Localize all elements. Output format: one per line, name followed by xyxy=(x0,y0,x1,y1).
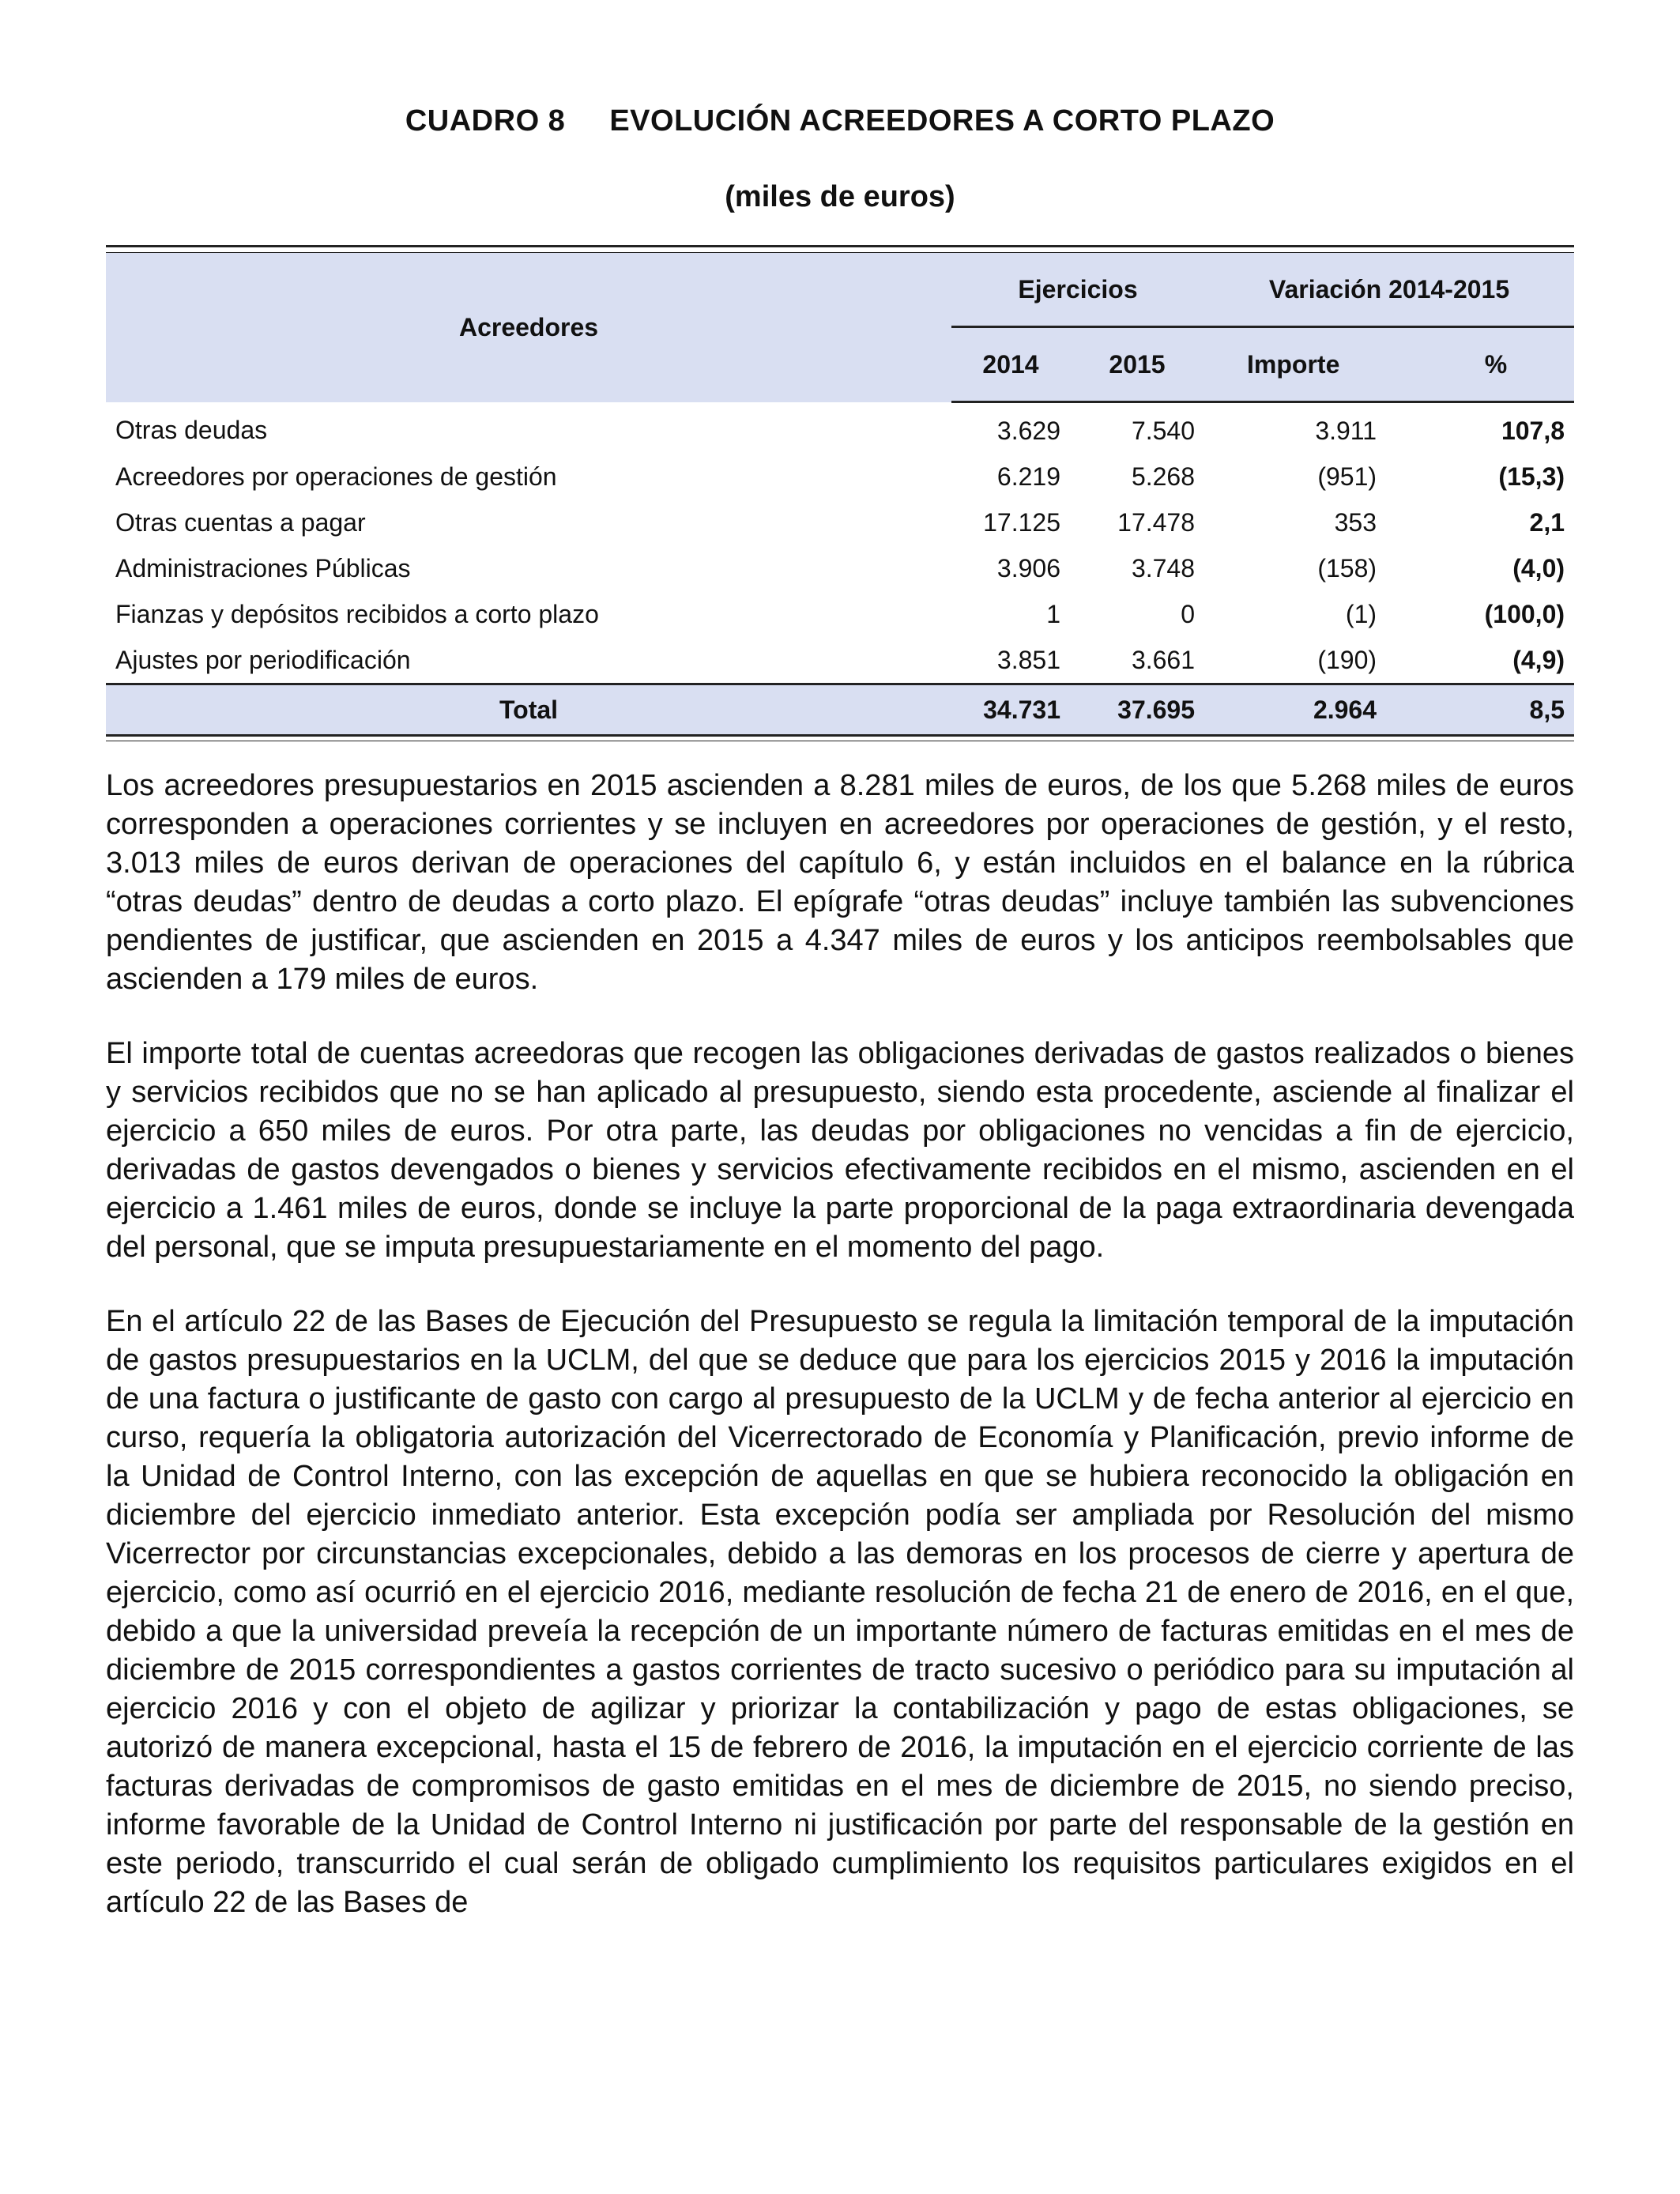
header-variacion: Variación 2014-2015 xyxy=(1204,253,1574,327)
row-name: Otras cuentas a pagar xyxy=(115,507,366,537)
total-row xyxy=(106,684,1574,735)
row-2014: 3.629 xyxy=(996,416,1060,445)
total-pct: 8,5 xyxy=(1386,684,1574,735)
header-pct: % xyxy=(1386,327,1574,402)
row-name: Acreedores por operaciones de gestión xyxy=(115,462,557,491)
total-label: Total xyxy=(106,684,951,735)
row-pct: 2,1 xyxy=(1529,507,1565,537)
header-ejercicios: Ejercicios xyxy=(951,253,1204,327)
header-2014: 2014 xyxy=(951,327,1070,402)
row-2014: 3.906 xyxy=(996,553,1060,582)
row-2015: 0 xyxy=(1181,599,1196,628)
table-row xyxy=(106,402,1574,454)
row-importe: 3.911 xyxy=(1315,416,1377,445)
row-2014: 1 xyxy=(1046,599,1060,628)
table-row xyxy=(106,499,1574,545)
table-bottom-rule xyxy=(106,734,1574,741)
table-row xyxy=(106,591,1574,637)
row-2014: 6.219 xyxy=(996,462,1060,491)
row-importe: (190) xyxy=(1317,645,1377,674)
creditors-table xyxy=(106,245,1574,741)
row-2015: 17.478 xyxy=(1117,507,1196,537)
total-importe: 2.964 xyxy=(1204,684,1386,735)
table-title: EVOLUCIÓN ACREEDORES A CORTO PLAZO xyxy=(609,104,1275,138)
table-subtitle: (miles de euros) xyxy=(725,180,955,213)
table-row xyxy=(106,545,1574,591)
row-2015: 7.540 xyxy=(1131,416,1196,445)
paragraph: Los acreedores presupuestarios en 2015 ascienden a 8.281 miles de euros, de los que 5.268 miles de euros corresponden a operaciones corrientes y se incluyen en acreedores por operaciones de gestión, y el resto, 3.013 miles de euros derivan de operaciones del capítulo 6, y están incluidos en el balance en la rúbrica “otras deudas” dentro de deudas a corto plazo. El epígrafe “otras deudas” incluye también las subvenciones pendientes de justificar, que ascienden en 2015 a 4.347 miles de euros y los anticipos reembolsables que ascienden a 179 miles de euros. xyxy=(106,769,1574,996)
table-row xyxy=(106,637,1574,684)
row-2015: 3.661 xyxy=(1131,645,1196,674)
row-pct: (15,3) xyxy=(1498,462,1565,491)
row-pct: (100,0) xyxy=(1484,599,1565,628)
row-name: Otras deudas xyxy=(115,415,268,444)
row-importe: 353 xyxy=(1334,507,1377,537)
row-2014: 17.125 xyxy=(983,507,1060,537)
row-name: Administraciones Públicas xyxy=(115,553,411,582)
row-pct: (4,9) xyxy=(1512,645,1565,674)
row-pct: 107,8 xyxy=(1501,416,1565,445)
body-text xyxy=(106,767,1574,1958)
total-2015: 37.695 xyxy=(1070,684,1204,735)
row-2015: 3.748 xyxy=(1131,553,1196,582)
table-row xyxy=(106,454,1574,499)
paragraph: En el artículo 22 de las Bases de Ejecución del Presupuesto se regula la limitación temporal de la imputación de gastos presupuestarios en la UCLM, del que se deduce que para los ejercicios 2015 y 2016 la imputación de una factura o justificante de gasto con cargo al presupuesto de la UCLM y de fecha anterior al ejercicio en curso, requería la obligatoria autorización del Vicerrectorado de Economía y Planificación, previo informe de la Unidad de Control Interno, con las excepción de aquellas en que se hubiera reconocido la obligación en diciembre del ejercicio inmediato anterior. Esta excepción podía ser ampliada por Resolución del mismo Vicerrector por circunstancias excepcionales, debido a las demoras en los procesos de cierre y apertura de ejercicio, como así ocurrió en el ejercicio 2016, mediante resolución de fecha 21 de enero de 2016, en el que, debido a que la universidad preveía la recepción de un importante número de facturas emitidas en el mes de diciembre de 2015 correspondientes a gastos corrientes de tracto sucesivo o periódico para su imputación al ejercicio 2016 y con el objeto de agilizar y priorizar la contabilización y pago de estas obligaciones, se autorizó de manera excepcional, hasta el 15 de febrero de 2016, la imputación en el ejercicio corriente de las facturas derivadas de compromisos de gasto emitidas en el mes de diciembre de 2015, no siendo preciso, informe favorable de la Unidad de Control Interno ni justificación por parte del responsable de la gestión en este periodo, transcurrido el cual serán de obligado cumplimiento los requisitos particulares exigidos en el artículo 22 de las Bases de xyxy=(106,1305,1574,1919)
row-name: Ajustes por periodificación xyxy=(115,645,411,674)
page-title xyxy=(0,104,1680,138)
header-2015: 2015 xyxy=(1070,327,1204,402)
header-importe: Importe xyxy=(1204,327,1386,402)
row-importe: (951) xyxy=(1317,462,1377,491)
table-top-rule xyxy=(106,245,1574,253)
row-2014: 3.851 xyxy=(996,645,1060,674)
total-2014: 34.731 xyxy=(951,684,1070,735)
row-importe: (158) xyxy=(1317,553,1377,582)
row-pct: (4,0) xyxy=(1512,553,1565,582)
header-acreedores: Acreedores xyxy=(106,253,951,402)
row-2015: 5.268 xyxy=(1131,462,1196,491)
row-importe: (1) xyxy=(1345,599,1377,628)
row-name: Fianzas y depósitos recibidos a corto plazo xyxy=(115,599,599,628)
paragraph: El importe total de cuentas acreedoras que recogen las obligaciones derivadas de gastos realizados o bienes y servicios recibidos que no se han aplicado al presupuesto, siendo esta procedente, asciende al finalizar el ejercicio a 650 miles de euros. Por otra parte, las deudas por obligaciones no vencidas a fin de ejercicio, derivadas de gastos devengados o bienes y servicios efectivamente recibidos en el mismo, ascienden en el ejercicio a 1.461 miles de euros, donde se incluye la parte proporcional de la paga extraordinaria devengada del personal, que se imputa presupuestariamente en el momento del pago. xyxy=(106,1037,1574,1264)
table-code: CUADRO 8 xyxy=(405,104,566,138)
